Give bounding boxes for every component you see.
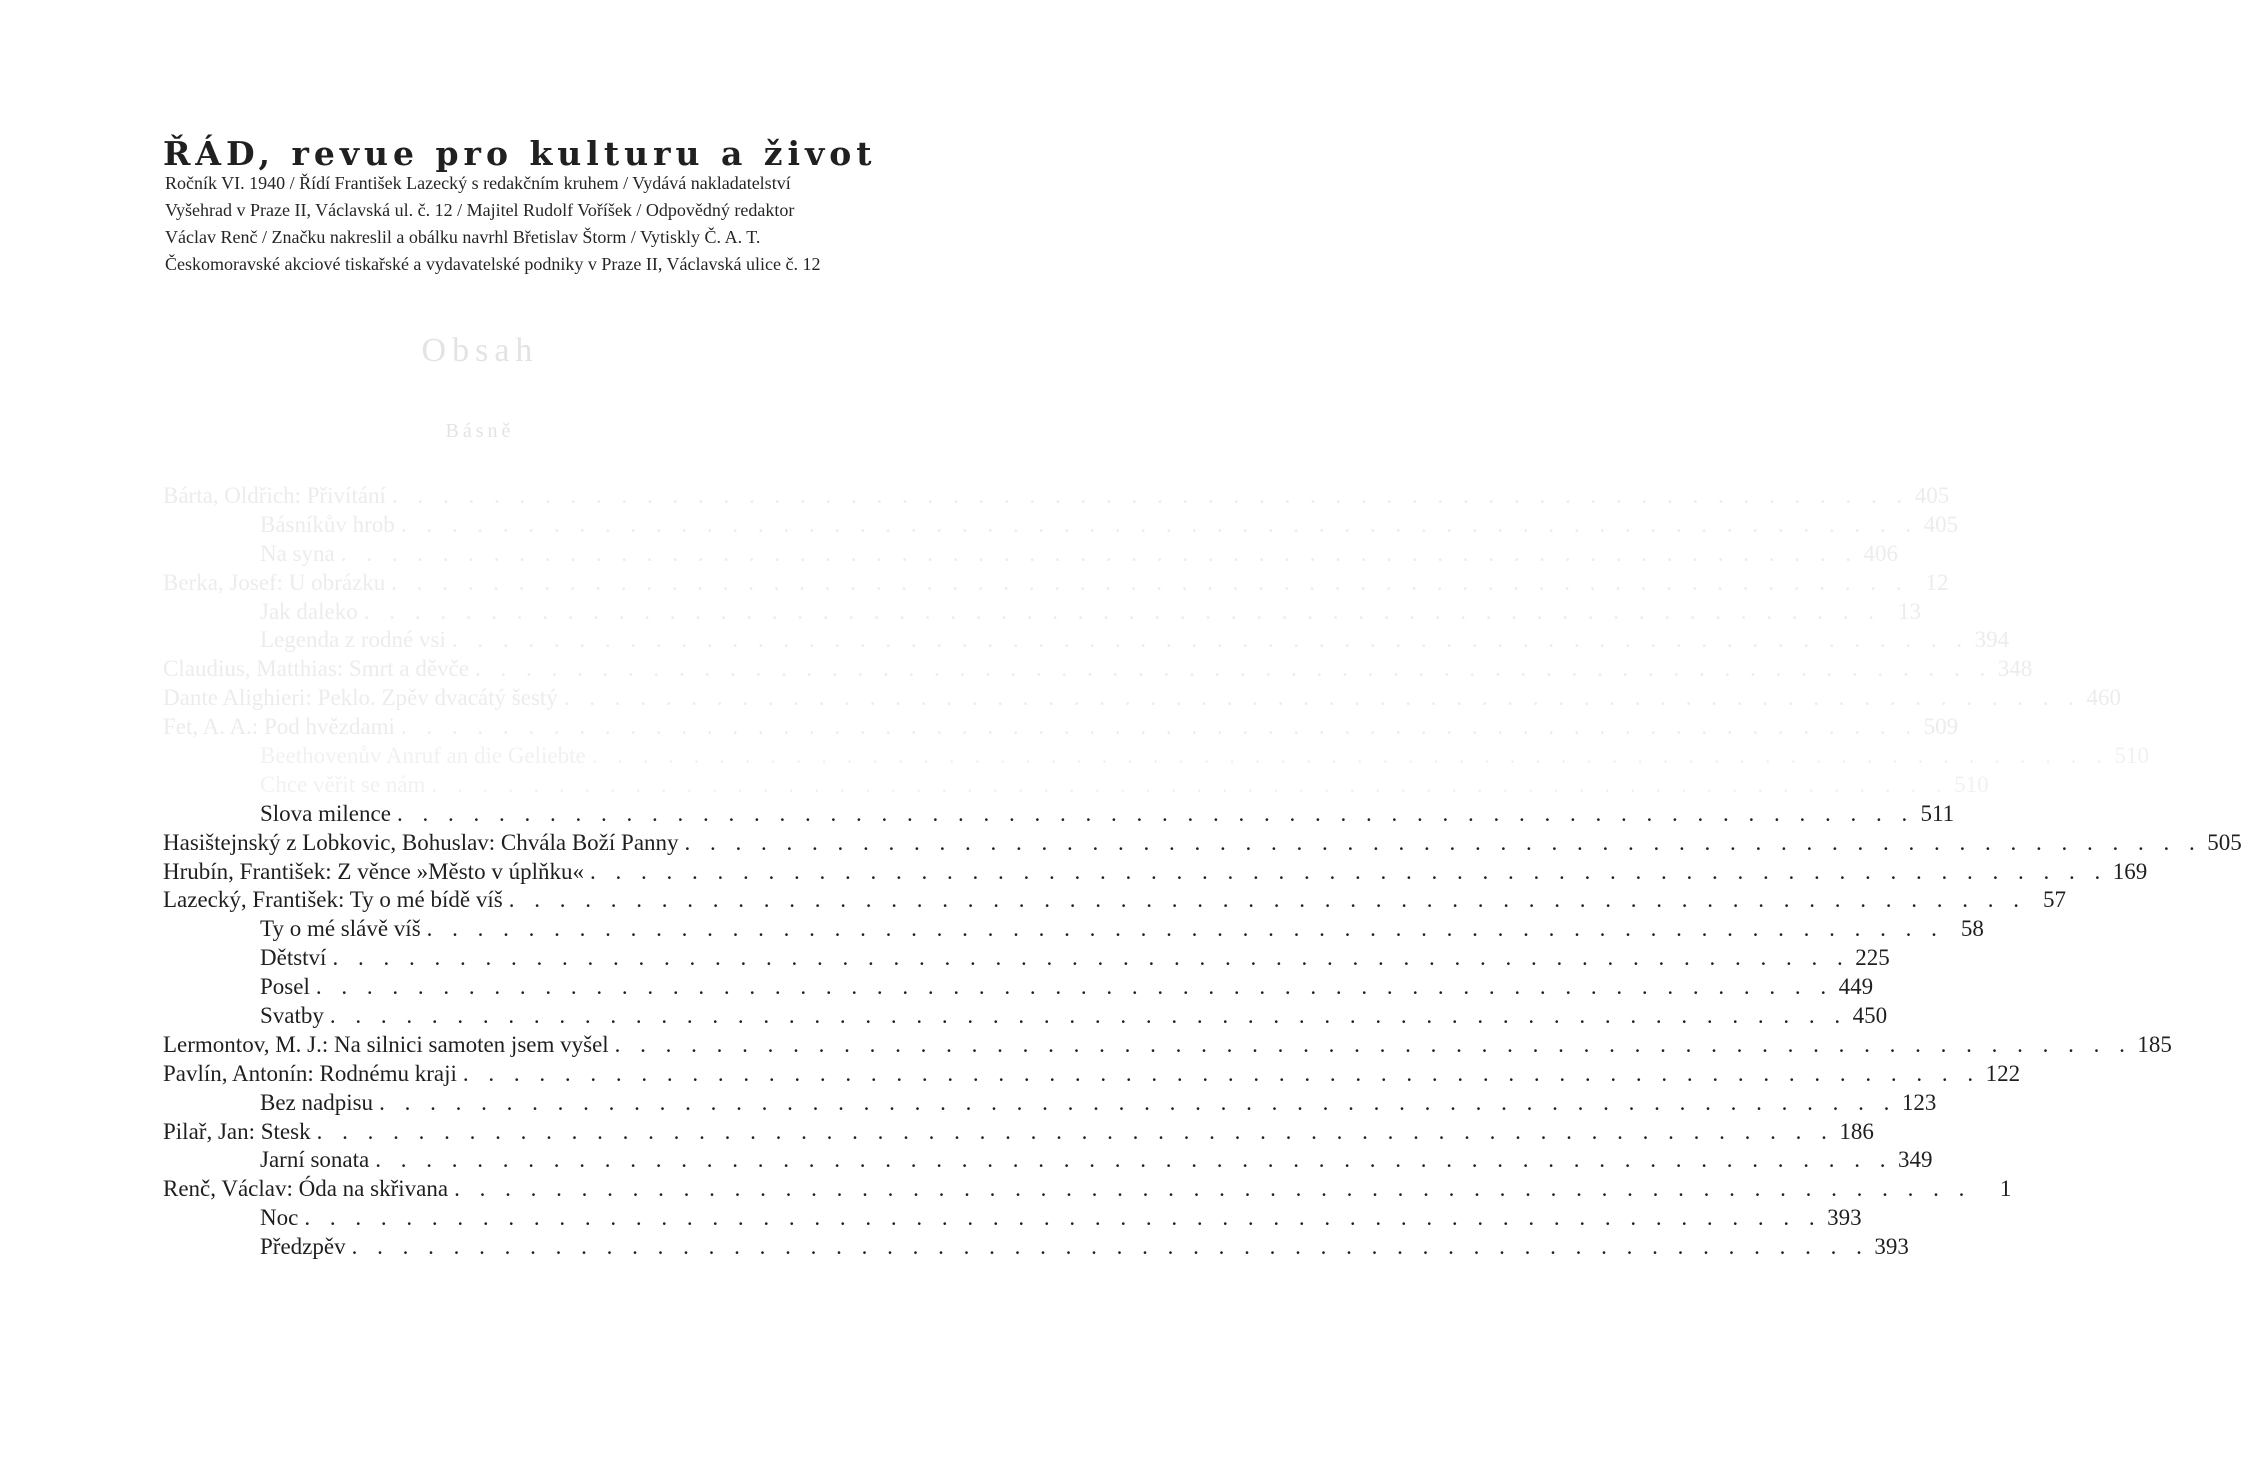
- toc-entry-title: Ty o mé slávě víš: [260, 916, 421, 942]
- toc-entry: [163, 1118, 1874, 1147]
- toc-entry-title: Hasištejnský z Lobkovic, Bohuslav: Chvála Boží Panny: [163, 829, 679, 855]
- toc-entry: [163, 626, 2010, 655]
- toc-entry: [163, 713, 1959, 742]
- toc-entry: [163, 829, 2242, 858]
- imprint-line: Ročník VI. 1940 / Řídí František Lazecký s redakčním kruhem / Vydává nakladatelství: [165, 173, 791, 193]
- toc-leader-dots: . . . . . . . . . . . . . . . . . . . . . . . . . . . . . . . . . . . . . . . . . . . . . . . . . . . . . . . . . . . .: [454, 1176, 1972, 1202]
- toc-leader-dots: . . . . . . . . . . . . . . . . . . . . . . . . . . . . . . . . . . . . . . . . . . . . . . . . . . . . . . . . . . . .: [591, 743, 2109, 769]
- toc-entry-page: 460: [2086, 685, 2121, 711]
- toc-entry: [163, 569, 1949, 598]
- toc-entry-title: Beethovenův Anruf an die Geliebte: [260, 743, 586, 769]
- toc-entry: [163, 858, 2148, 887]
- toc-entry-page: 406: [1863, 540, 1898, 566]
- toc-entry-page: 393: [1827, 1205, 1862, 1231]
- contents-heading: Obsah: [421, 332, 539, 369]
- imprint: [165, 170, 885, 278]
- toc-entry-title: Claudius, Matthias: Smrt a děvče: [163, 656, 469, 682]
- toc-leader-dots: . . . . . . . . . . . . . . . . . . . . . . . . . . . . . . . . . . . . . . . . . . . . . . . . . . . . . . . . . . . .: [462, 1060, 1981, 1086]
- toc-leader-dots: . . . . . . . . . . . . . . . . . . . . . . . . . . . . . . . . . . . . . . . . . . . . . . . . . . . . . . . . . . . .: [684, 829, 2202, 855]
- toc-entry-title: Pavlín, Antonín: Rodnému kraji: [163, 1060, 457, 1086]
- toc-entry-title: Dětství: [260, 945, 327, 971]
- toc-entry: [163, 482, 1950, 511]
- page-title: ŘÁD, revue pro kulturu a život: [163, 134, 877, 174]
- toc-leader-dots: . . . . . . . . . . . . . . . . . . . . . . . . . . . . . . . . . . . . . . . . . . . . . . . . . . . . . . . . . . . .: [563, 685, 2081, 711]
- toc-leader-dots: . . . . . . . . . . . . . . . . . . . . . . . . . . . . . . . . . . . . . . . . . . . . . . . . . . . . . . . . . . . .: [431, 771, 1949, 797]
- toc-entry-page: 57: [2042, 887, 2066, 913]
- toc-entry-title: Pilař, Jan: Stesk: [163, 1118, 311, 1144]
- toc-entry-page: 393: [1874, 1234, 1909, 1260]
- poems-section-heading: Básně: [445, 420, 515, 442]
- toc-leader-dots: . . . . . . . . . . . . . . . . . . . . . . . . . . . . . . . . . . . . . . . . . . . . . . . . . . . . . . . . . . . .: [589, 858, 2108, 884]
- toc-leader-dots: . . . . . . . . . . . . . . . . . . . . . . . . . . . . . . . . . . . . . . . . . . . . . . . . . . . . . . . . . . . .: [391, 569, 1909, 595]
- toc-entry: [163, 540, 1898, 569]
- toc-leader-dots: . . . . . . . . . . . . . . . . . . . . . . . . . . . . . . . . . . . . . . . . . . . . . . . . . . . . . . . . . . . .: [315, 974, 1834, 1000]
- toc-leader-dots: . . . . . . . . . . . . . . . . . . . . . . . . . . . . . . . . . . . . . . . . . . . . . . . . . . . . . . . . . . . .: [400, 511, 1919, 537]
- toc-leader-dots: . . . . . . . . . . . . . . . . . . . . . . . . . . . . . . . . . . . . . . . . . . . . . . . . . . . . . . . . . . . .: [391, 483, 1910, 508]
- toc-leader-dots: . . . . . . . . . . . . . . . . . . . . . . . . . . . . . . . . . . . . . . . . . . . . . . . . . . . . . . . . . . . .: [474, 656, 1993, 682]
- toc-entry: [163, 800, 1955, 829]
- toc-entry-page: 450: [1852, 1003, 1888, 1029]
- toc-entry-page: 349: [1897, 1147, 1933, 1173]
- toc-entry: [163, 973, 1874, 1002]
- toc-entry: [163, 511, 1959, 540]
- toc-entry-title: Lermontov, M. J.: Na silnici samoten jsem vyšel: [163, 1031, 609, 1057]
- toc-entry-page: 122: [1985, 1060, 2021, 1086]
- toc-leader-dots: . . . . . . . . . . . . . . . . . . . . . . . . . . . . . . . . . . . . . . . . . . . . . . . . . . . . . . . . . . . .: [363, 598, 1881, 624]
- toc-entry-page: 169: [2112, 858, 2148, 884]
- toc-entry-page: 449: [1838, 974, 1874, 1000]
- toc-entry-page: 1: [1999, 1176, 2012, 1202]
- toc-leader-dots: . . . . . . . . . . . . . . . . . . . . . . . . . . . . . . . . . . . . . . . . . . . . . . . . . . . . . . . . . . . .: [451, 627, 1970, 653]
- toc-entry: [163, 771, 1989, 800]
- toc-entry: [163, 598, 1921, 627]
- toc-leader-dots: . . . . . . . . . . . . . . . . . . . . . . . . . . . . . . . . . . . . . . . . . . . . . . . . . . . . . . . . . . . .: [508, 887, 2026, 913]
- toc-leader-dots: . . . . . . . . . . . . . . . . . . . . . . . . . . . . . . . . . . . . . . . . . . . . . . . . . . . . . . . . . . . .: [304, 1205, 1822, 1231]
- toc-leader-dots: . . . . . . . . . . . . . . . . . . . . . . . . . . . . . . . . . . . . . . . . . . . . . . . . . . . . . . . . . . . .: [329, 1003, 1848, 1029]
- toc-entry-page: 348: [1997, 656, 2033, 682]
- toc-entry-page: 510: [2114, 743, 2149, 769]
- toc-entry: [163, 1089, 1937, 1118]
- table-of-contents: [163, 482, 2242, 1262]
- toc-entry-title: Svatby: [260, 1003, 324, 1029]
- toc-entry-page: 186: [1839, 1118, 1874, 1144]
- toc-leader-dots: . . . . . . . . . . . . . . . . . . . . . . . . . . . . . . . . . . . . . . . . . . . . . . . . . . . . . . . . . . . .: [375, 1147, 1893, 1173]
- toc-entry: [163, 1175, 2012, 1204]
- toc-entry-title: Předzpěv: [260, 1234, 346, 1260]
- toc-entry: [163, 742, 2149, 771]
- toc-entry-title: Slova milence: [260, 800, 391, 826]
- imprint-line: Vyšehrad v Praze II, Václavská ul. č. 12 / Majitel Rudolf Voříšek / Odpovědný redaktor: [165, 200, 795, 220]
- toc-entry-title: Jarní sonata: [260, 1147, 370, 1173]
- toc-entry-title: Básníkův hrob: [260, 511, 395, 537]
- toc-entry-title: Renč, Václav: Óda na skřivana: [163, 1176, 449, 1202]
- toc-entry-page: 405: [1923, 511, 1959, 537]
- toc-entry-page: 505: [2207, 829, 2242, 855]
- toc-entry-title: Chce věřit se nám: [260, 771, 426, 797]
- toc-entry: [163, 655, 2033, 684]
- toc-entry-page: 405: [1914, 483, 1950, 508]
- toc-leader-dots: . . . . . . . . . . . . . . . . . . . . . . . . . . . . . . . . . . . . . . . . . . . . . . . . . . . . . . . . . . . .: [379, 1089, 1897, 1115]
- toc-entry-title: Jak daleko: [260, 598, 358, 624]
- toc-entry-title: Bez nadpisu: [260, 1089, 374, 1115]
- toc-leader-dots: . . . . . . . . . . . . . . . . . . . . . . . . . . . . . . . . . . . . . . . . . . . . . . . . . . . . . . . . . . . .: [316, 1118, 1834, 1144]
- toc-leader-dots: . . . . . . . . . . . . . . . . . . . . . . . . . . . . . . . . . . . . . . . . . . . . . . . . . . . . . . . . . . . .: [400, 714, 1919, 740]
- toc-entry: [163, 684, 2121, 713]
- toc-leader-dots: . . . . . . . . . . . . . . . . . . . . . . . . . . . . . . . . . . . . . . . . . . . . . . . . . . . . . . . . . . . .: [426, 916, 1944, 942]
- toc-entry-page: 225: [1855, 945, 1890, 971]
- toc-entry-title: Hrubín, František: Z věnce »Město v úplňku«: [163, 858, 584, 884]
- toc-entry-page: 12: [1925, 569, 1949, 595]
- toc-entry-page: 13: [1897, 598, 1921, 624]
- toc-entry-page: 394: [1974, 627, 2010, 653]
- toc-entry-title: Legenda z rodné vsi: [260, 627, 446, 653]
- toc-entry: [163, 886, 2066, 915]
- imprint-line: Českomoravské akciové tiskařské a vydavatelské podniky v Praze II, Václavská ulice č. 12: [165, 254, 821, 274]
- toc-entry: [163, 1233, 1909, 1262]
- toc-leader-dots: . . . . . . . . . . . . . . . . . . . . . . . . . . . . . . . . . . . . . . . . . . . . . . . . . . . . . . . . . . . .: [332, 945, 1850, 971]
- toc-entry-title: Berka, Josef: U obrázku: [163, 569, 386, 595]
- toc-entry-page: 510: [1954, 771, 1989, 797]
- toc-entry-title: Na syna: [260, 540, 335, 566]
- toc-entry: [163, 1031, 2172, 1060]
- toc-leader-dots: . . . . . . . . . . . . . . . . . . . . . . . . . . . . . . . . . . . . . . . . . . . . . . . . . . . . . . . . . . . .: [614, 1031, 2132, 1057]
- toc-entry: [163, 1204, 1862, 1233]
- toc-leader-dots: . . . . . . . . . . . . . . . . . . . . . . . . . . . . . . . . . . . . . . . . . . . . . . . . . . . . . . . . . . . .: [340, 540, 1858, 566]
- toc-entry-page: 509: [1923, 714, 1959, 740]
- toc-leader-dots: . . . . . . . . . . . . . . . . . . . . . . . . . . . . . . . . . . . . . . . . . . . . . . . . . . . . . . . . . . . .: [351, 1234, 1869, 1260]
- toc-entry-title: Dante Alighieri: Peklo. Zpěv dvacátý šestý: [163, 685, 558, 711]
- toc-entry: [163, 1002, 1888, 1031]
- toc-entry: [163, 1060, 2021, 1089]
- toc-entry-page: 123: [1901, 1089, 1937, 1115]
- imprint-line: Václav Renč / Značku nakreslil a obálku navrhl Břetislav Štorm / Vytiskly Č. A. T.: [165, 227, 761, 247]
- toc-entry-page: 185: [2137, 1031, 2172, 1057]
- toc-entry-page: 58: [1960, 916, 1984, 942]
- toc-entry-title: Posel: [260, 974, 310, 1000]
- toc-entry: [163, 944, 1890, 973]
- toc-entry-title: Fet, A. A.: Pod hvězdami: [163, 714, 395, 740]
- toc-entry-title: Lazecký, František: Ty o mé bídě víš: [163, 887, 503, 913]
- toc-leader-dots: . . . . . . . . . . . . . . . . . . . . . . . . . . . . . . . . . . . . . . . . . . . . . . . . . . . . . . . . . . . .: [396, 800, 1915, 826]
- toc-entry: [163, 915, 1984, 944]
- toc-entry: [163, 1146, 1933, 1175]
- toc-entry-title: Bárta, Oldřich: Přivítání: [163, 483, 386, 508]
- toc-entry-page: 511: [1920, 800, 1955, 826]
- toc-entry-title: Noc: [260, 1205, 299, 1231]
